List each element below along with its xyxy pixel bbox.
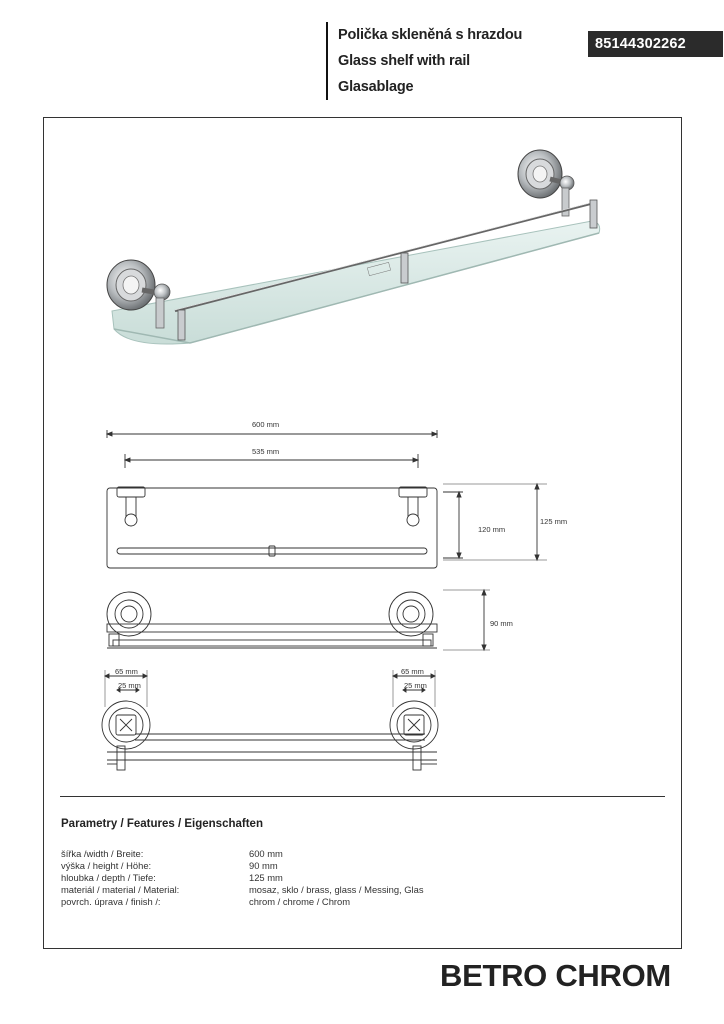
- spec-value: chrom / chrome / Chrom: [249, 896, 351, 907]
- title-czech: Polička skleněná s hrazdou: [338, 27, 523, 43]
- spec-value: 90 mm: [249, 860, 278, 871]
- spec-value: 600 mm: [249, 848, 283, 859]
- spec-label: hloubka / depth / Tiefe:: [61, 872, 156, 883]
- front-view-drawing: [107, 590, 490, 650]
- spec-label: šířka /width / Breite:: [61, 848, 144, 859]
- technical-drawings: [95, 412, 568, 787]
- title-english: Glass shelf with rail: [338, 53, 470, 69]
- product-photo: [100, 143, 620, 348]
- front-rail: [175, 203, 594, 311]
- product-code-badge: 85144302262: [588, 31, 723, 57]
- dim-bracket-left-inner: 25 mm: [118, 681, 141, 690]
- dim-height: 90 mm: [490, 619, 513, 628]
- spec-value: 125 mm: [249, 872, 283, 883]
- spec-value: mosaz, sklo / brass, glass / Messing, Glas: [249, 884, 424, 895]
- title-german: Glasablage: [338, 79, 414, 95]
- brand-name: BETRO CHROM: [440, 958, 671, 993]
- dim-width-inner: 535 mm: [252, 447, 280, 456]
- dim-width-total: 600 mm: [252, 420, 280, 429]
- dim-depth-glass: 120 mm: [478, 525, 506, 534]
- spec-label: výška / height / Höhe:: [61, 860, 152, 871]
- spec-label: povrch. úprava / finish /:: [61, 896, 161, 907]
- dim-bracket-left-outer: 65 mm: [115, 667, 138, 676]
- features-heading: Parametry / Features / Eigenschaften: [61, 818, 263, 830]
- spec-label: materiál / material / Material:: [61, 884, 180, 895]
- dim-bracket-right-inner: 25 mm: [404, 681, 427, 690]
- bottom-view-drawing: [102, 670, 438, 770]
- product-title-block: [326, 22, 522, 100]
- section-divider: [60, 796, 665, 797]
- dim-bracket-right-outer: 65 mm: [401, 667, 424, 676]
- dim-depth-total: 125 mm: [540, 517, 568, 526]
- top-view-drawing: [107, 430, 547, 568]
